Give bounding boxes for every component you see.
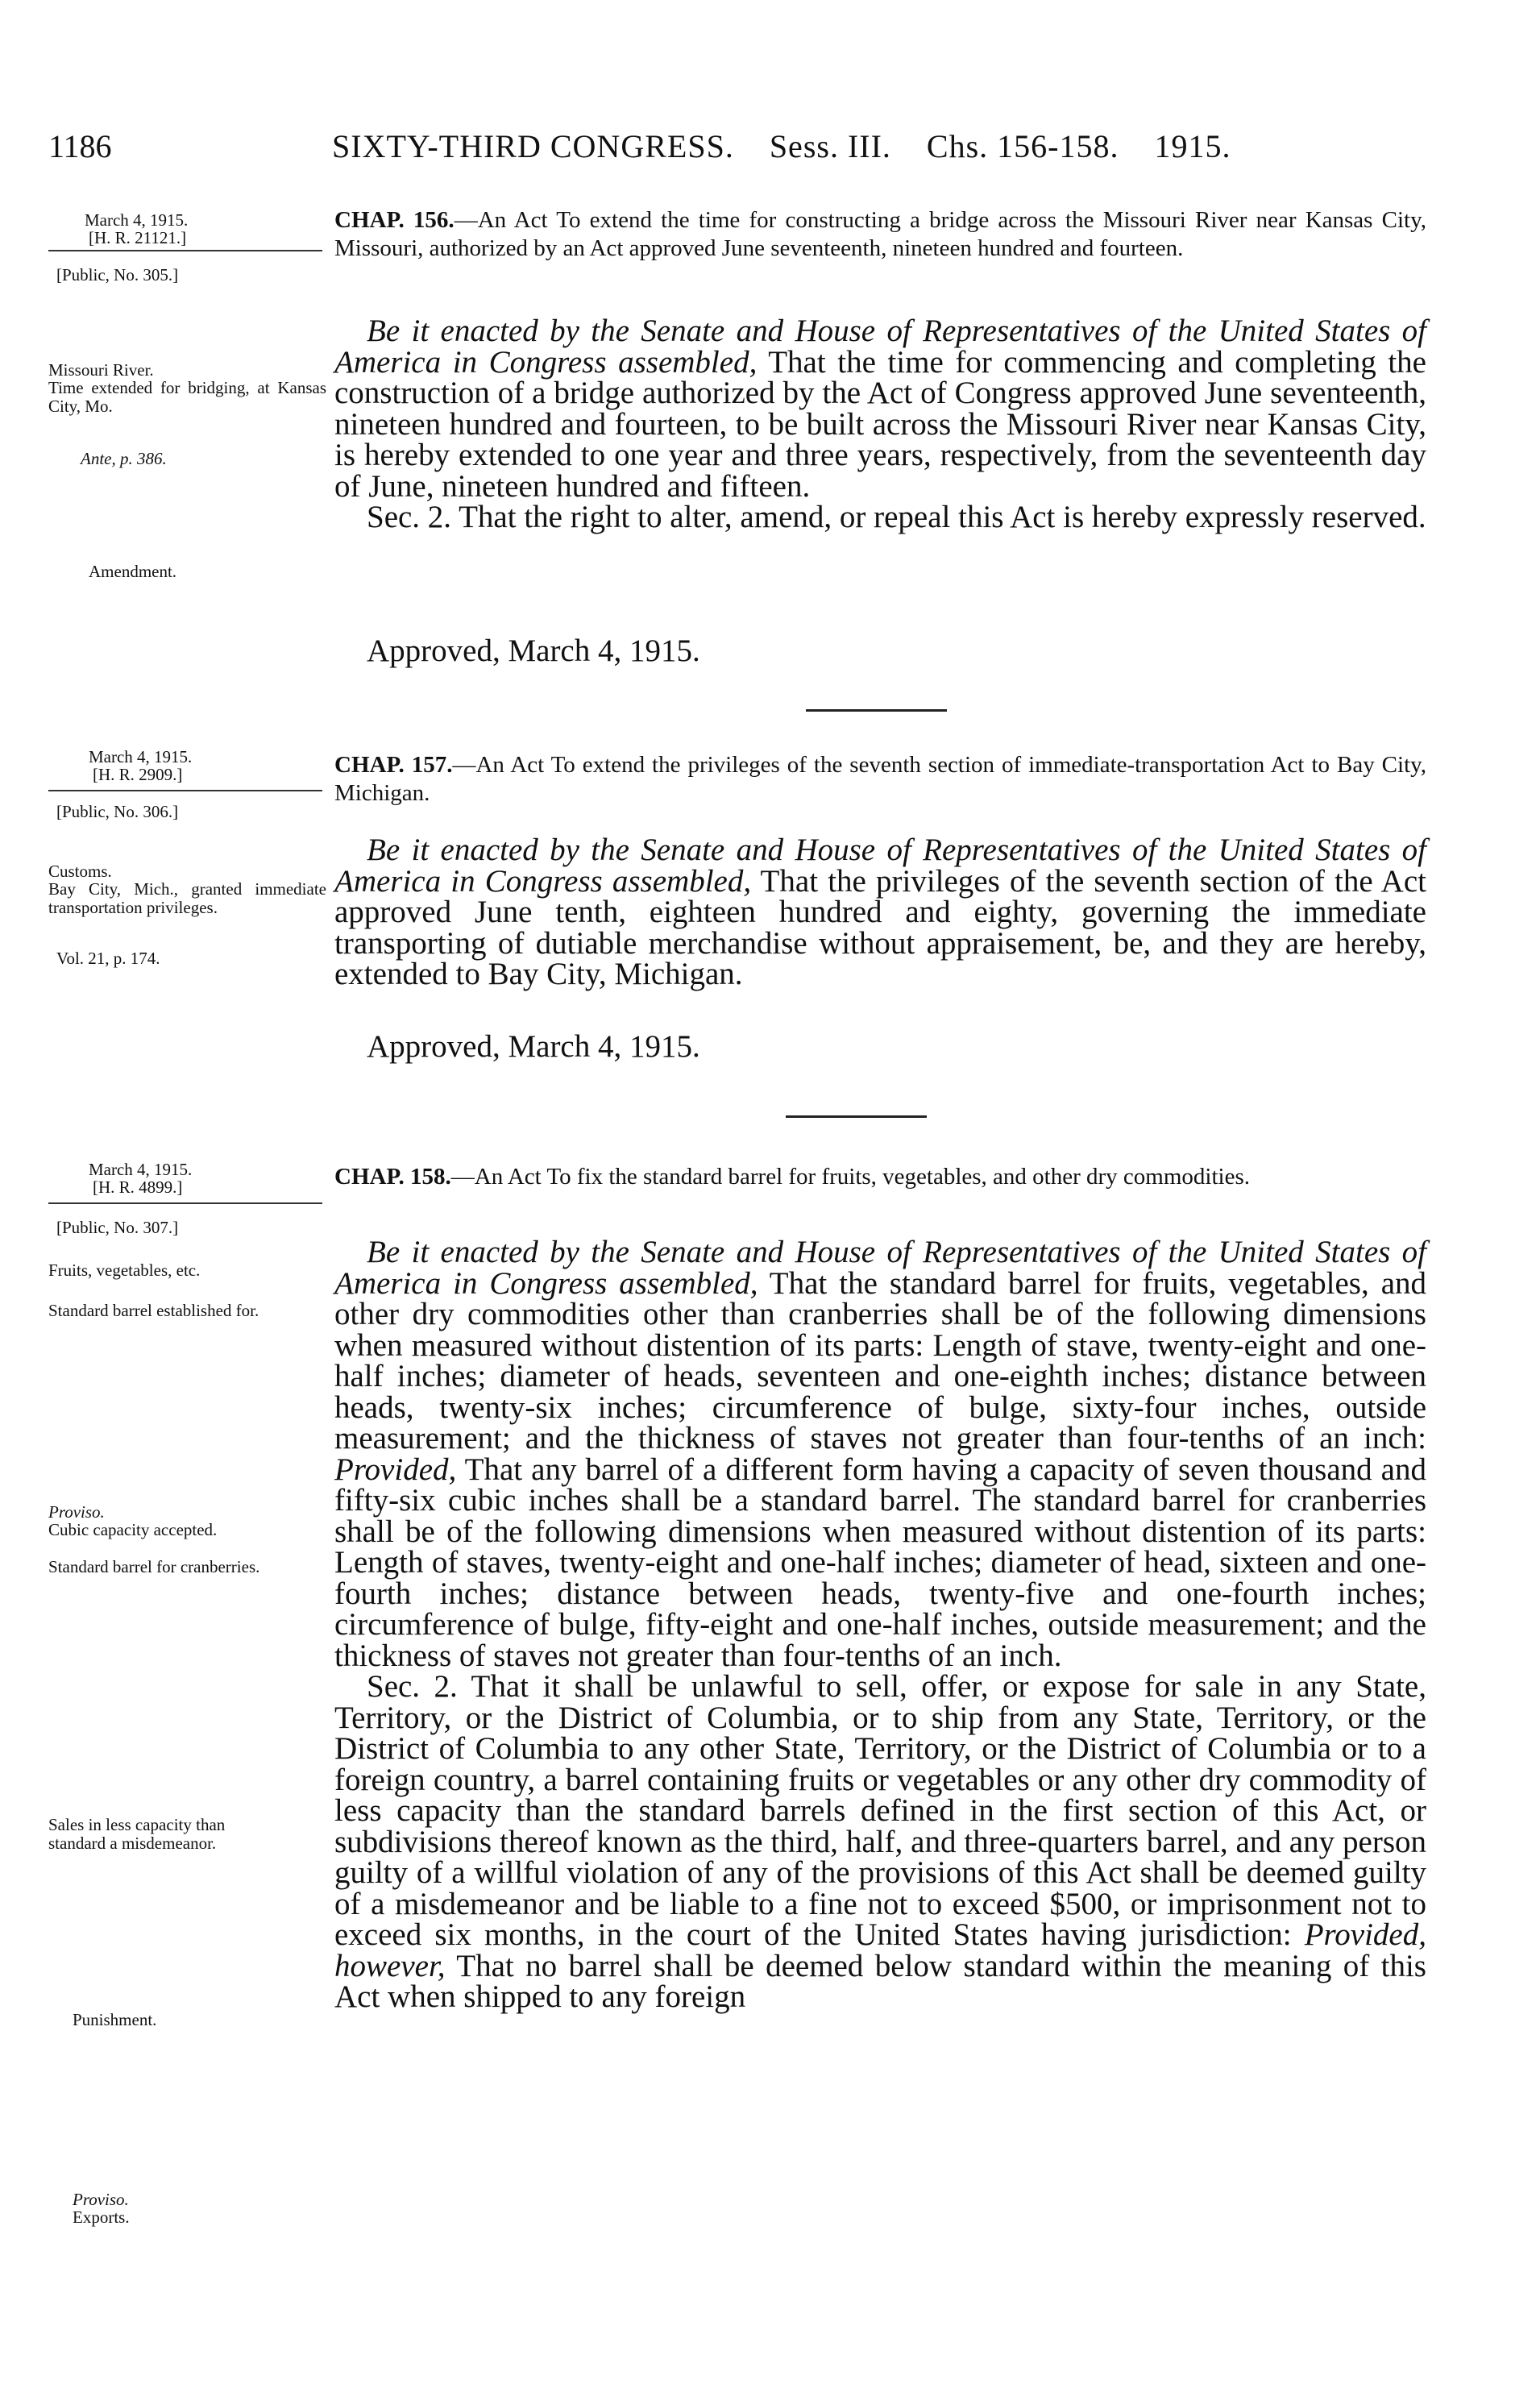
chap157-public: [Public, No. 306.] [56,802,179,821]
chap156-section1 [334,316,1426,502]
chap158-proviso-label-1: Proviso. [48,1502,105,1522]
chap158-date: March 4, 1915. [89,1160,193,1179]
chap156-ante: Ante, p. 386. [81,449,167,468]
chap158-chap-label: CHAP. 158. [334,1164,451,1190]
chap158-section1-text-b: That any barrel of a different form having a capacity of seven thousand and fifty-six cubic inches shall be a standard barrel. The standard barrel for cranberries shall be of the following dimensions when measured without distention of its parts: Length of staves, twenty-eight and one-half inches; diameter of head, sixteen and one-fourth inches; distance between heads, twenty-five and one-fourth inches; circumference of bulge, fifty-eight and one-half inches, outside measurement; and the thickness of staves not greater than four-tenths of an inch. [334,1451,1426,1673]
chap156-section1-text: That the time for commencing and completing the construction of a bridge authorized by the Act of Congress approved June seventeenth, nineteen hundred and fourteen, to be built across the Missouri River near Kansas City, is hereby extended to one year and three years, respectively, from the seventeenth day of June, nineteen hundred and fifteen. [334,344,1426,504]
chap156-title-text: —An Act To extend the time for constructing a bridge across the Missouri River near Kansas City, Missouri, authorized by an Act approved June seventeenth, nineteen hundred and fourteen. [334,207,1426,261]
chap158-title-text: —An Act To fix the standard barrel for fruits, vegetables, and other dry commodities. [450,1164,1250,1190]
chap156-chap-label: CHAP. 156. [334,207,455,233]
chap158-note-cranberries: Standard barrel for cranberries. [48,1557,260,1576]
chap158-note-exports: Exports. [73,2207,130,2227]
chap158-section1 [334,1237,1426,1672]
chap157-body [334,835,1426,991]
chap158-note-sales: Sales in less capacity than standard a misdemeanor. [48,1815,226,1853]
chap156-public: [Public, No. 305.] [56,265,179,284]
chap157-margin-rule [48,790,322,791]
chap158-title [334,1163,1426,1191]
chap158-margin-rule [48,1202,322,1204]
page-number: 1186 [48,128,112,164]
chap158-section2-text-b: That no barrel shall be deemed below standard within the meaning of this Act when shipped to any foreign [334,1948,1426,2014]
running-head-chapters: Chs. 156-158. [926,128,1119,164]
chap157-section1-text: That the privileges of the seventh section of the Act approved June tenth, eighteen hundred and eighty, governing the immediate transporting of dutiable merchandise without appraisement, be, and they are hereby, extended to Bay City, Michigan. [334,863,1426,991]
running-head-session: Sess. III. [769,128,891,164]
chap156-enacting-clause: Be it enacted by the Senate and House of Representatives of the United States of America in Congress assembled, [334,314,1426,380]
chap158-public: [Public, No. 307.] [56,1218,179,1237]
chapter-divider-rule-2 [786,1115,927,1118]
chap157-approved: Approved, March 4, 1915. [367,1029,700,1064]
page-header [48,127,1426,176]
chap157-enacting-clause: Be it enacted by the Senate and House of Representatives of the United States of America in Congress assembled, [334,833,1426,899]
chap156-date: March 4, 1915. [85,210,189,230]
chap156-amendment-note: Amendment. [89,562,177,581]
chap158-bill: [H. R. 4899.] [93,1177,183,1197]
chap156-bill: [H. R. 21121.] [89,228,187,247]
chap157-vol: Vol. 21, p. 174. [56,949,160,968]
chap156-margin-rule [48,250,322,251]
chap157-note-bay-city: Bay City, Mich., granted immediate transportation privileges. [48,879,326,917]
chap157-title-text: —An Act To extend the privileges of the seventh section of immediate-transportation Act to Bay City, Michigan. [334,752,1426,806]
running-head-congress: SIXTY-THIRD CONGRESS. [332,128,734,164]
running-head-year: 1915. [1154,128,1231,164]
chap157-subject: Customs. [48,862,112,881]
chap158-enacting-clause: Be it enacted by the Senate and House of Representatives of the United States of America in Congress assembled, [334,1235,1426,1301]
chap157-section1 [334,835,1426,991]
chap158-subject: Fruits, vegetables, etc. [48,1260,201,1280]
chap156-body [334,316,1426,534]
chap157-title [334,751,1426,808]
chap157-date: March 4, 1915. [89,747,193,766]
chap158-note-cubic-capacity: Cubic capacity accepted. [48,1520,218,1539]
chap156-approved: Approved, March 4, 1915. [367,633,700,668]
running-head [332,127,1231,165]
chapter-divider-rule-1 [806,709,947,712]
chap157-chap-label: CHAP. 157. [334,752,453,778]
chap156-section2: Sec. 2. That the right to alter, amend, or repeal this Act is hereby expressly reserved. [367,500,1426,534]
chap156-note-time-extended: Time extended for bridging, at Kansas City, Mo. [48,378,326,416]
chap158-provided: Provided, [334,1451,457,1487]
chap158-section1-text: That the standard barrel for fruits, vegetables, and other dry commodities other than cranberries shall be of the following dimensions when measured without distention of its parts: Length of stave, twenty-eight and one-half inches; diameter of heads, seventeen and one-eighth inches; distance between heads, twenty-six inches; circumference of bulge, sixty-four inches, outside measurement; and the thickness of staves not greater than four-tenths of an inch: [334,1265,1427,1456]
chap158-provided-however: Provided, however, [334,1917,1426,1983]
chap157-bill: [H. R. 2909.] [93,765,183,784]
chap158-body [334,1237,1426,2013]
chap158-section2-text: Sec. 2. That it shall be unlawful to sell, offer, or expose for sale in any State, Territory, or the District of Columbia, or to ship from any State, Territory, or the District of Columbia to any other State, Territory, or the District of Columbia or to a foreign country, a barrel containing fruits or vegetables or any other dry commodity of less capacity than the standard barrels defined in the first section of this Act, or subdivisions thereof known as the third, half, and three-quarters barrel, and any person guilty of a willful violation of any of the provisions of this Act shall be deemed guilty of a misdemeanor and be liable to a fine not to exceed $500, or imprisonment not to exceed six months, in the court of the United States having jurisdiction: [334,1669,1426,1952]
chap158-note-standard-barrel: Standard barrel established for. [48,1301,259,1320]
chap156-title [334,206,1426,263]
chap158-note-punishment: Punishment. [73,2010,157,2029]
chap158-proviso-label-2: Proviso. [73,2190,129,2209]
chap158-section2 [334,1669,1426,2014]
chap156-subject: Missouri River. [48,360,154,380]
